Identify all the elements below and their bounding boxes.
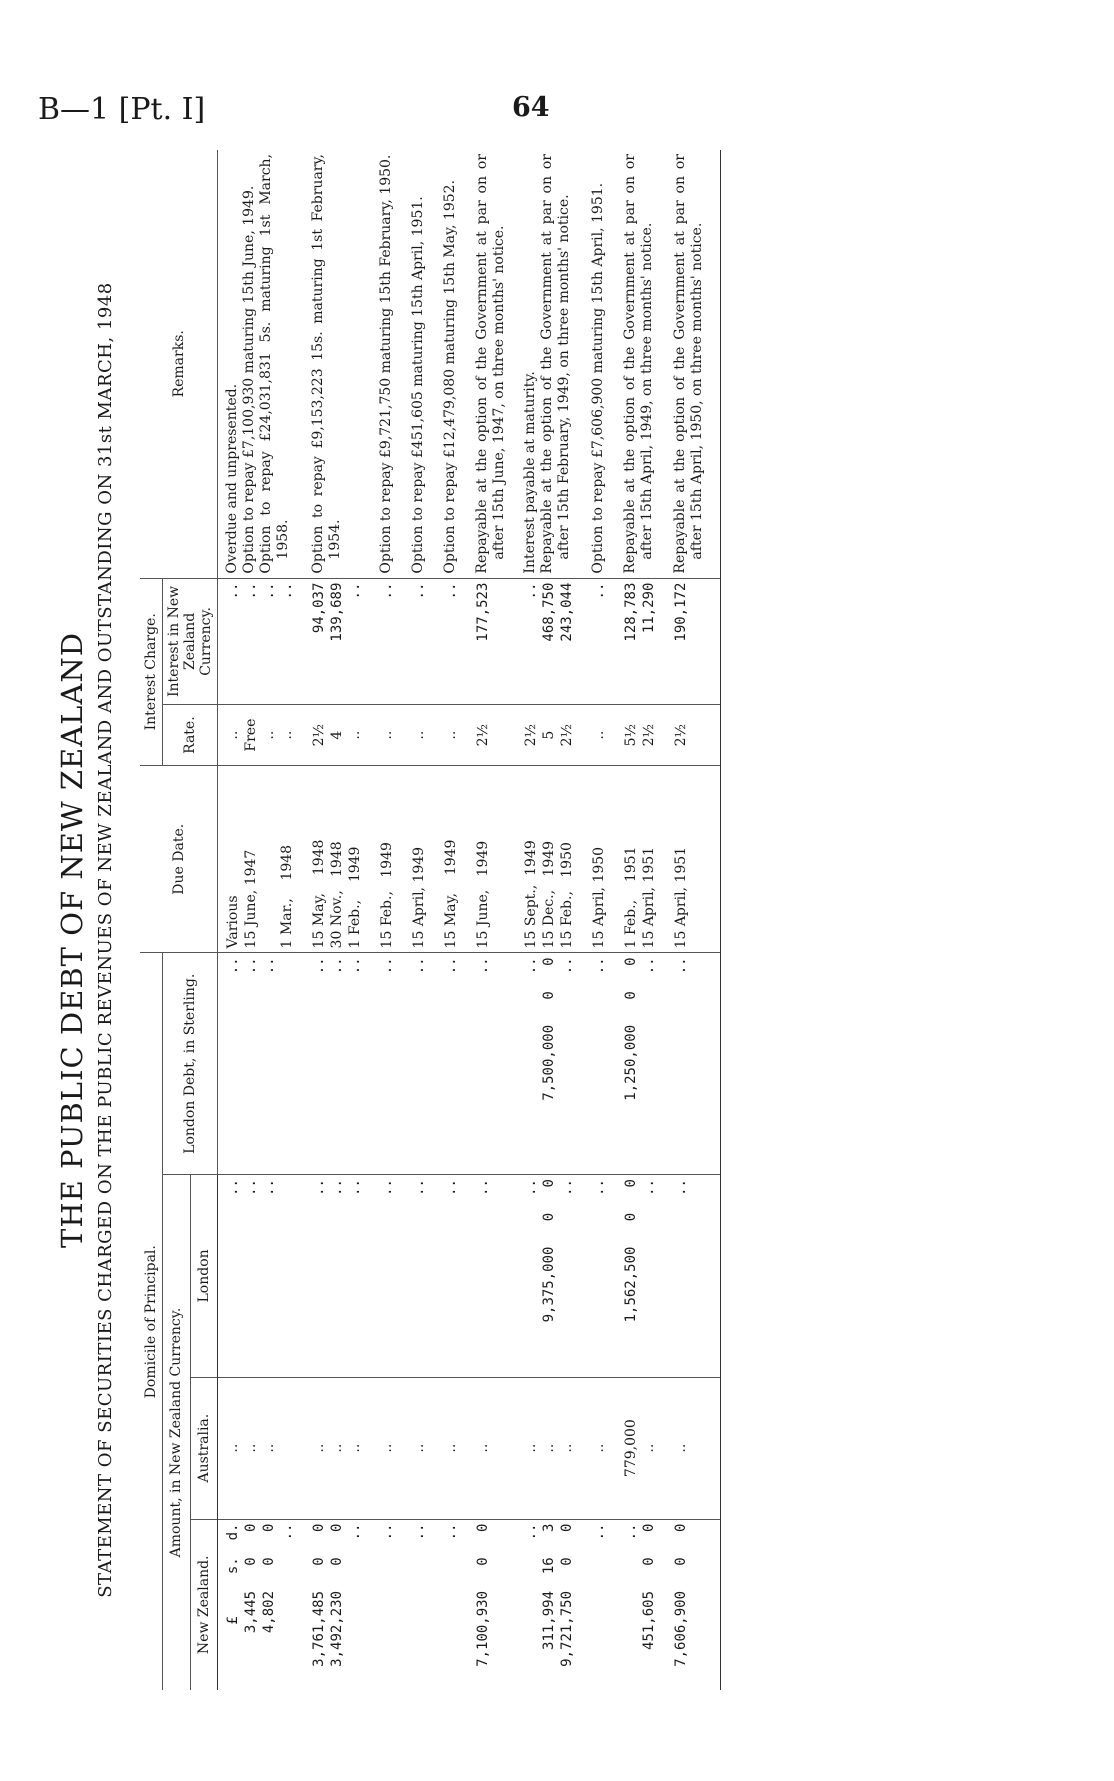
- australia-amount: .. .. ..: [522, 1377, 576, 1519]
- spacer-cell: [396, 705, 410, 766]
- london-amount: ..: [442, 1175, 460, 1378]
- spacer-cell: [396, 578, 410, 705]
- london-debt-sterling: ..: [442, 953, 460, 1175]
- spacer-cell: [460, 705, 474, 766]
- spacer-cell: [658, 150, 672, 578]
- remarks-cell: [622, 150, 658, 578]
- domicile-header: Domicile of Principal.: [140, 953, 163, 1690]
- spacer-cell: [296, 150, 310, 578]
- australia-amount: 779,000 ..: [622, 1377, 658, 1519]
- interest-rate: 2½ 5 2½: [522, 705, 576, 766]
- spacer-cell: [428, 1175, 442, 1378]
- spacer-cell: [296, 578, 310, 705]
- spacer-cell: [658, 1175, 672, 1378]
- interest-amount: 177,523: [474, 578, 508, 705]
- interest-rate: ..: [590, 705, 608, 766]
- table-row: [410, 150, 428, 1690]
- london-amount: .. 9,375,000 0 0 ..: [522, 1175, 576, 1378]
- spacer-cell: [706, 1377, 721, 1519]
- spacer-cell: [576, 766, 590, 953]
- table-body: [218, 150, 721, 1690]
- london-debt-sterling: ..: [378, 953, 396, 1175]
- new-zealand-amount: 7,606,900 0 0: [673, 1523, 689, 1667]
- spacer-cell: [608, 1175, 622, 1378]
- australia-amount: ..: [378, 1377, 396, 1519]
- interest-amount: 190,172: [672, 578, 706, 705]
- table-row: [474, 150, 508, 1690]
- spacer-cell: [706, 1175, 721, 1378]
- australia-amount: ..: [410, 1377, 428, 1519]
- due-date: 15 April, 1950: [590, 766, 608, 953]
- spacer-cell: [658, 578, 672, 705]
- london-amount: ..: [410, 1175, 428, 1378]
- row-spacer: [460, 150, 474, 1690]
- table-row: [522, 150, 576, 1690]
- spacer-cell: [608, 1377, 622, 1519]
- spacer-cell: [608, 1519, 622, 1690]
- australia-header: Australia.: [190, 1377, 218, 1519]
- spacer-cell: [706, 1519, 721, 1690]
- spacer-cell: [364, 953, 378, 1175]
- spacer-cell: [576, 705, 590, 766]
- due-date: 15 Feb., 1949: [378, 766, 396, 953]
- interest-rate: 2½: [474, 705, 508, 766]
- remark-text: Interest payable at maturity.: [522, 371, 538, 574]
- row-spacer: [364, 150, 378, 1690]
- remark-text: Repayable at the option of the Government at par on or after 15th April, 1949, on three months' notice.: [622, 154, 655, 574]
- spacer-cell: [428, 150, 442, 578]
- remarks-cell: [474, 150, 508, 578]
- new-zealand-amount: 3,761,485 0 0 3,492,230 0 0 ..: [311, 1523, 363, 1667]
- page-reference: B—1 [Pt. I]: [38, 92, 206, 127]
- london-debt-header: London Debt, in Sterling.: [163, 953, 218, 1175]
- london-debt-sterling: ..: [672, 953, 706, 1175]
- row-spacer: [706, 150, 721, 1690]
- london-debt-sterling: ..: [410, 953, 428, 1175]
- due-date: 15 Sept., 1949 15 Dec., 1949 15 Feb., 1950: [522, 766, 576, 953]
- spacer-cell: [658, 1519, 672, 1690]
- interest-nz-header: Interest in New Zealand Currency.: [163, 578, 218, 705]
- spacer-cell: [608, 766, 622, 953]
- spacer-cell: [460, 1175, 474, 1378]
- spacer-cell: [428, 1519, 442, 1690]
- interest-amount: ..: [442, 578, 460, 705]
- due-date: 15 April, 1949: [410, 766, 428, 953]
- remark-text: Option to repay £7,100,930 maturing 15th June, 1949.: [241, 185, 257, 574]
- due-date: 15 May, 1949: [442, 766, 460, 953]
- london-amount: .. .. ..: [218, 1175, 297, 1378]
- row-spacer: [428, 150, 442, 1690]
- london-amount: 1,562,500 0 0 ..: [622, 1175, 658, 1378]
- interest-rate: 5½ 2½: [622, 705, 658, 766]
- spacer-cell: [508, 766, 522, 953]
- remarks-cell: [310, 150, 364, 578]
- new-zealand-amount: 7,100,930 0 0: [475, 1523, 491, 1667]
- row-spacer: [658, 150, 672, 1690]
- spacer-cell: [658, 705, 672, 766]
- table-row: [442, 150, 460, 1690]
- spacer-cell: [576, 150, 590, 578]
- due-date: 15 June, 1949: [474, 766, 508, 953]
- spacer-cell: [364, 150, 378, 578]
- spacer-cell: [296, 953, 310, 1175]
- interest-rate: ..: [410, 705, 428, 766]
- spacer-cell: [608, 953, 622, 1175]
- spacer-cell: [296, 1175, 310, 1378]
- spacer-cell: [508, 578, 522, 705]
- remarks-header: Remarks.: [140, 150, 218, 578]
- row-spacer: [576, 150, 590, 1690]
- spacer-cell: [508, 1377, 522, 1519]
- australia-amount: .. .. ..: [218, 1377, 297, 1519]
- remarks-cell: [442, 150, 460, 578]
- spacer-cell: [706, 953, 721, 1175]
- new-zealand-amount: £ s. d. 3,445 0 0 4,802 0 0 ..: [225, 1523, 295, 1634]
- remark-text: Option to repay £24,031,831 5s. maturing 1st March, 1958.: [258, 154, 291, 574]
- spacer-cell: [460, 953, 474, 1175]
- spacer-cell: [608, 578, 622, 705]
- spacer-cell: [608, 705, 622, 766]
- remarks-cell: [522, 150, 576, 578]
- remarks-cell: [410, 150, 428, 578]
- remark-text: Option to repay £12,479,080 maturing 15th May, 1952.: [442, 179, 458, 574]
- interest-rate: 2½: [672, 705, 706, 766]
- spacer-cell: [706, 578, 721, 705]
- spacer-cell: [364, 705, 378, 766]
- remark-text: Option to repay £9,721,750 maturing 15th February, 1950.: [378, 154, 394, 574]
- due-date: 15 April, 1951: [672, 766, 706, 953]
- london-debt-sterling: .. .. ..: [218, 953, 297, 1175]
- spacer-cell: [296, 1377, 310, 1519]
- table-row: [378, 150, 396, 1690]
- remarks-cell: [218, 150, 297, 578]
- spacer-cell: [658, 766, 672, 953]
- london-debt-sterling: .. 7,500,000 0 0 ..: [522, 953, 576, 1175]
- rotated-table-area: [55, 150, 1065, 1690]
- new-zealand-amount: ..: [443, 1523, 459, 1541]
- table-row: [622, 150, 658, 1690]
- interest-amount: ..: [410, 578, 428, 705]
- interest-amount: 94,037 139,689 ..: [310, 578, 364, 705]
- spacer-cell: [428, 578, 442, 705]
- spacer-cell: [576, 1377, 590, 1519]
- interest-amount: ..: [590, 578, 608, 705]
- london-amount: ..: [590, 1175, 608, 1378]
- spacer-cell: [576, 578, 590, 705]
- interest-amount: 128,783 11,290: [622, 578, 658, 705]
- interest-rate: 2½ 4 ..: [310, 705, 364, 766]
- london-debt-sterling: ..: [590, 953, 608, 1175]
- australia-amount: ..: [442, 1377, 460, 1519]
- australia-amount: ..: [672, 1377, 706, 1519]
- remark-text: Repayable at the option of the Government at par on or after 15th February, 1949, on three months' notice.: [539, 154, 572, 574]
- table-row: [310, 150, 364, 1690]
- new-zealand-amount: ..: [591, 1523, 607, 1541]
- remark-text: Option to repay £451,605 maturing 15th April, 1951.: [410, 196, 426, 574]
- australia-amount: ..: [474, 1377, 508, 1519]
- spacer-cell: [460, 766, 474, 953]
- due-date: 1 Feb., 1951 15 April, 1951: [622, 766, 658, 953]
- london-amount: ..: [474, 1175, 508, 1378]
- new-zealand-amount: .. 311,994 16 3 9,721,750 0 0: [523, 1523, 575, 1667]
- spacer-cell: [508, 953, 522, 1175]
- london-amount: ..: [378, 1175, 396, 1378]
- spacer-cell: [396, 150, 410, 578]
- page-number: 64: [512, 92, 550, 123]
- spacer-cell: [428, 766, 442, 953]
- remark-text: Option to repay £9,153,223 15s. maturing 1st February, 1954.: [310, 154, 343, 574]
- rate-header: Rate.: [163, 705, 218, 766]
- spacer-cell: [508, 150, 522, 578]
- table-row: [590, 150, 608, 1690]
- interest-charge-header: Interest Charge.: [140, 578, 163, 765]
- spacer-cell: [576, 1175, 590, 1378]
- spacer-cell: [428, 953, 442, 1175]
- spacer-cell: [706, 766, 721, 953]
- amount-nz-currency-header: Amount, in New Zealand Currency.: [163, 1175, 191, 1690]
- spacer-cell: [396, 1519, 410, 1690]
- row-spacer: [508, 150, 522, 1690]
- new-zealand-header: New Zealand.: [190, 1519, 218, 1690]
- table-row: [218, 150, 297, 1690]
- row-spacer: [296, 150, 310, 1690]
- interest-rate: .. Free .. ..: [218, 705, 297, 766]
- document-subtitle: STATEMENT OF SECURITIES CHARGED ON THE PUBLIC REVENUES OF NEW ZEALAND AND OUTSTANDING ON 31st MARCH, 1948: [95, 282, 116, 1598]
- interest-amount: .. .. .. ..: [218, 578, 297, 705]
- new-zealand-amount: .. 451,605 0 0: [623, 1523, 657, 1650]
- table-row: [672, 150, 706, 1690]
- remark-text: Option to repay £7,606,900 maturing 15th April, 1951.: [590, 182, 606, 574]
- spacer-cell: [296, 1519, 310, 1690]
- remark-text: Repayable at the option of the Government at par on or after 15th June, 1947, on three months' notice.: [474, 154, 507, 574]
- remark-text: Repayable at the option of the Government at par on or after 15th April, 1950, on three months' notice.: [672, 154, 705, 574]
- interest-amount: .. 468,750 243,044: [522, 578, 576, 705]
- spacer-cell: [396, 1175, 410, 1378]
- spacer-cell: [364, 1175, 378, 1378]
- due-date: Various 15 June, 1947 1 Mar., 1948: [218, 766, 297, 953]
- row-spacer: [396, 150, 410, 1690]
- spacer-cell: [396, 766, 410, 953]
- spacer-cell: [608, 150, 622, 578]
- spacer-cell: [296, 766, 310, 953]
- spacer-cell: [706, 705, 721, 766]
- debt-table: [140, 150, 721, 1690]
- spacer-cell: [508, 1175, 522, 1378]
- remarks-cell: [672, 150, 706, 578]
- due-date: 15 May, 1948 30 Nov., 1948 1 Feb., 1949: [310, 766, 364, 953]
- london-header: London: [190, 1175, 218, 1378]
- spacer-cell: [364, 578, 378, 705]
- interest-rate: ..: [378, 705, 396, 766]
- spacer-cell: [576, 1519, 590, 1690]
- interest-amount: ..: [378, 578, 396, 705]
- spacer-cell: [396, 953, 410, 1175]
- spacer-cell: [658, 1377, 672, 1519]
- spacer-cell: [364, 1377, 378, 1519]
- spacer-cell: [706, 150, 721, 578]
- remarks-cell: [378, 150, 396, 578]
- spacer-cell: [460, 1519, 474, 1690]
- london-debt-sterling: .. .. ..: [310, 953, 364, 1175]
- spacer-cell: [296, 705, 310, 766]
- spacer-cell: [396, 1377, 410, 1519]
- london-debt-sterling: ..: [474, 953, 508, 1175]
- spacer-cell: [460, 1377, 474, 1519]
- london-amount: .. .. ..: [310, 1175, 364, 1378]
- due-date-header: Due Date.: [140, 766, 218, 953]
- spacer-cell: [428, 1377, 442, 1519]
- spacer-cell: [428, 705, 442, 766]
- spacer-cell: [576, 953, 590, 1175]
- spacer-cell: [508, 705, 522, 766]
- remarks-cell: [590, 150, 608, 578]
- document-title: THE PUBLIC DEBT OF NEW ZEALAND: [55, 632, 89, 1248]
- australia-amount: ..: [590, 1377, 608, 1519]
- row-spacer: [608, 150, 622, 1690]
- interest-rate: ..: [442, 705, 460, 766]
- spacer-cell: [460, 578, 474, 705]
- spacer-cell: [364, 1519, 378, 1690]
- new-zealand-amount: ..: [379, 1523, 395, 1541]
- spacer-cell: [508, 1519, 522, 1690]
- new-zealand-amount: ..: [411, 1523, 427, 1541]
- spacer-cell: [364, 766, 378, 953]
- australia-amount: .. .. ..: [310, 1377, 364, 1519]
- remark-text: Overdue and unpresented.: [224, 383, 240, 574]
- london-debt-sterling: 1,250,000 0 0 ..: [622, 953, 658, 1175]
- spacer-cell: [658, 953, 672, 1175]
- spacer-cell: [460, 150, 474, 578]
- london-amount: ..: [672, 1175, 706, 1378]
